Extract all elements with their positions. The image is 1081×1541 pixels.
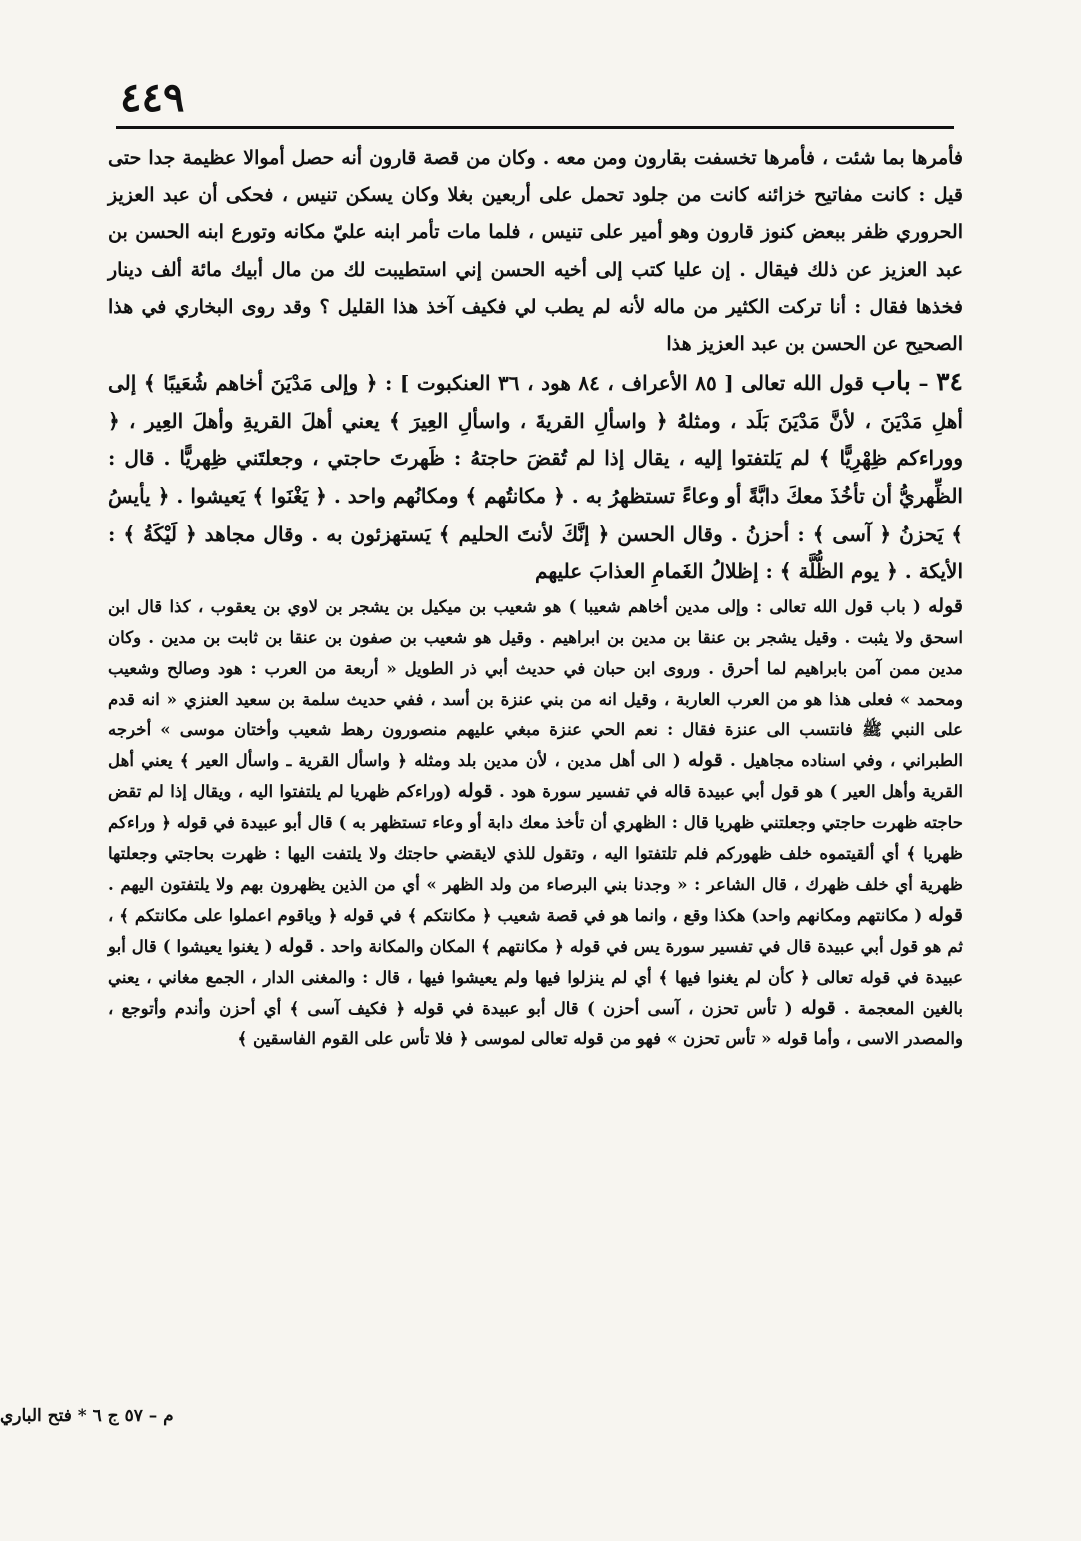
commentary-text: ( باب قول الله تعالى : وإلى مدين أخاهم شعيبا ) هو شعيب بن ميكيل بن يشجر بن لاوي بن يعقوب ، كذا قال ابن اسحق ولا يثبت . وقيل يشجر بن عنقا بن مدين بن ابراهيم . وقيل هو شعيب بن صفون بن عنقا بن ثابت بن مدين . وكان مدين ممن آمن بابراهيم لما أحرق . وروى ابن حبان في حديث أبي ذر الطويل « أربعة من العرب : هود وصالح وشعيب ومحمد » فعلى هذا هو من العرب العاربة ، وقيل انه من بني عنزة بن أسد ، ففي حديث سلمة بن سعيد العنزي « انه قدم على النبي ﷺ فانتسب الى عنزة فقال : نعم الحي عنزة مبغي عليهم منصورون رهط شعيب وأختان موسى » أخرجه الطبراني ، وفي اسناده مجاهيل . — [108, 595, 963, 771]
page-content — [108, 140, 963, 1054]
chapter-dash: – — [911, 371, 937, 396]
qawl-marker: قوله — [928, 903, 963, 926]
commentary-text: ( مكانتهم ومكانهم واحد) هكذا وقع ، وانما هو في قصة شعيب ﴿ مكانتكم ﴾ في قوله ﴿ وياقوم اعملوا على مكانتكم ﴾ ، ثم هو قول أبي عبيدة قال في تفسير سورة يس في قوله ﴿ مكانتهم ﴾ المكان والمكانة واحد . — [108, 904, 963, 956]
qawl-marker: قوله — [457, 780, 493, 803]
header-rule — [116, 126, 954, 129]
commentary-text: ( يغنوا يعيشوا ) قال أبو عبيدة في قوله تعالى ﴿ كأن لم يغنوا فيها ﴾ أي لم ينزلوا فيها ولم يعيشوا فيها ، قال : والمغنى الدار ، الجمع مغاني ، يعني بالغين المعجمة . — [108, 935, 963, 1018]
page-number: ٤٤٩ — [120, 74, 185, 121]
qawl-marker: قوله — [928, 594, 963, 617]
commentary-text: ( الى أهل مدين ، لأن مدين بلد ومثله ﴿ واسأل القرية ـ واسأل العير ﴾ يعني أهل القرية وأهل العير ) هو قول أبي عبيدة قاله في تفسير سورة هود . — [108, 750, 963, 802]
chapter-text: قول الله تعالى [ ٨٥ الأعراف ، ٨٤ هود ، ٣٦ العنكبوت ] : ﴿ وإلى مَدْيَنَ أخاهم شُعَيبًا ﴾ إلى أهلِ مَدْيَنَ ، لأنَّ مَدْيَنَ بَلَد ، ومثلهُ ﴿ واسألِ القريةَ ، واسألِ العِيرَ ﴾ يعني أهلَ القريةِ وأهلَ العِير ، ﴿ ووراءكم ظِهْرِيًّا ﴾ لم يَلتفتوا إليه ، يقال إذا لم تُقضَ حاجتهُ : ظَهرتَ حاجتي ، وجعلتَني ظِهريًّا . قال : الظِّهريُّ أن تأخُذَ معكَ دابَّةً أو وعاءً تستظهرُ به . ﴿ مكانتُهم ﴾ ومكانُهم واحد . ﴿ يَغْنَوا ﴾ يَعيشوا . ﴿ يأيسُ ﴾ يَحزنُ ﴿ آسى ﴾ : أحزنُ . وقال الحسن ﴿ إنَّكَ لأنتَ الحليم ﴾ يَستهزئون به . وقال مجاهد ﴿ لَيْكَةُ ﴾ : الأيكة . ﴿ يوم الظُّلَّة ﴾ : إظلالُ الغَمامِ العذابَ عليهم — [108, 371, 963, 584]
intro-paragraph: فأمرها بما شئت ، فأمرها تخسفت بقارون ومن معه . وكان من قصة قارون أنه حصل أموالا عظيمة جدا حتى قيل : كانت مفاتيح خزائنه كانت من جلود تحمل على أربعين بغلا وكان يسكن تنيس ، فحكى أن عبد العزيز الحروري ظفر ببعض كنوز قارون وهو أمير على تنيس ، فلما مات تأمر ابنه عليّ مكانه وتورع ابنه الحسن بن عبد العزيز عن ذلك فيقال . إن عليا كتب إلى أخيه الحسن إني استطيبت لك من مال أبيك مائة ألف دينار فخذها فقال : أنا تركت الكثير من ماله لأنه لم يطب لي فكيف آخذ هذا القليل ؟ وقد روى البخاري في هذا الصحيح عن الحسن بن عبد العزيز هذا — [108, 147, 963, 356]
chapter-bab: باب — [871, 367, 912, 398]
qawl-marker: قوله — [800, 996, 836, 1019]
commentary-text: (وراءكم ظهريا لم يلتفتوا اليه ، ويقال إذا لم تقض حاجته ظهرت حاجتي وجعلتني ظهريا قال : الظهري أن تأخذ معك دابة أو وعاء تستظهر به ) قال أبو عبيدة في قوله ﴿ وراءكم ظهريا ﴾ أي ألقيتموه خلف ظهوركم فلم تلتفتوا اليه ، وتقول للذي لايقضي حاجتك ولا يلتفت اليها : ظهرت بحاجتي وجعلتها ظهرية أي خلف ظهرك ، قال الشاعر : « وجدنا بني البرصاء من ولد الظهر » أي من الذين يظهرون بهم ولا يلتفتون اليهم . — [108, 781, 963, 894]
commentary-text: ( تأس تحزن ، آسى أحزن ) قال أبو عبيدة في قوله ﴿ فكيف آسى ﴾ أي أحزن وأندم وأتوجع ، والمصدر الاسى ، وأما قوله « تأس تحزن » فهو من قوله تعالى لموسى ﴿ فلا تأس على القوم الفاسقين ﴾ — [108, 997, 963, 1049]
qawl-marker: قوله — [278, 934, 314, 957]
commentary-paragraph — [108, 591, 963, 1055]
chapter-number: ٣٤ — [936, 367, 963, 397]
qawl-marker: قوله — [687, 749, 723, 772]
page-footer: م – ٥٧ ج ٦ * فتح الباري — [0, 1406, 174, 1426]
chapter-heading — [108, 363, 963, 591]
